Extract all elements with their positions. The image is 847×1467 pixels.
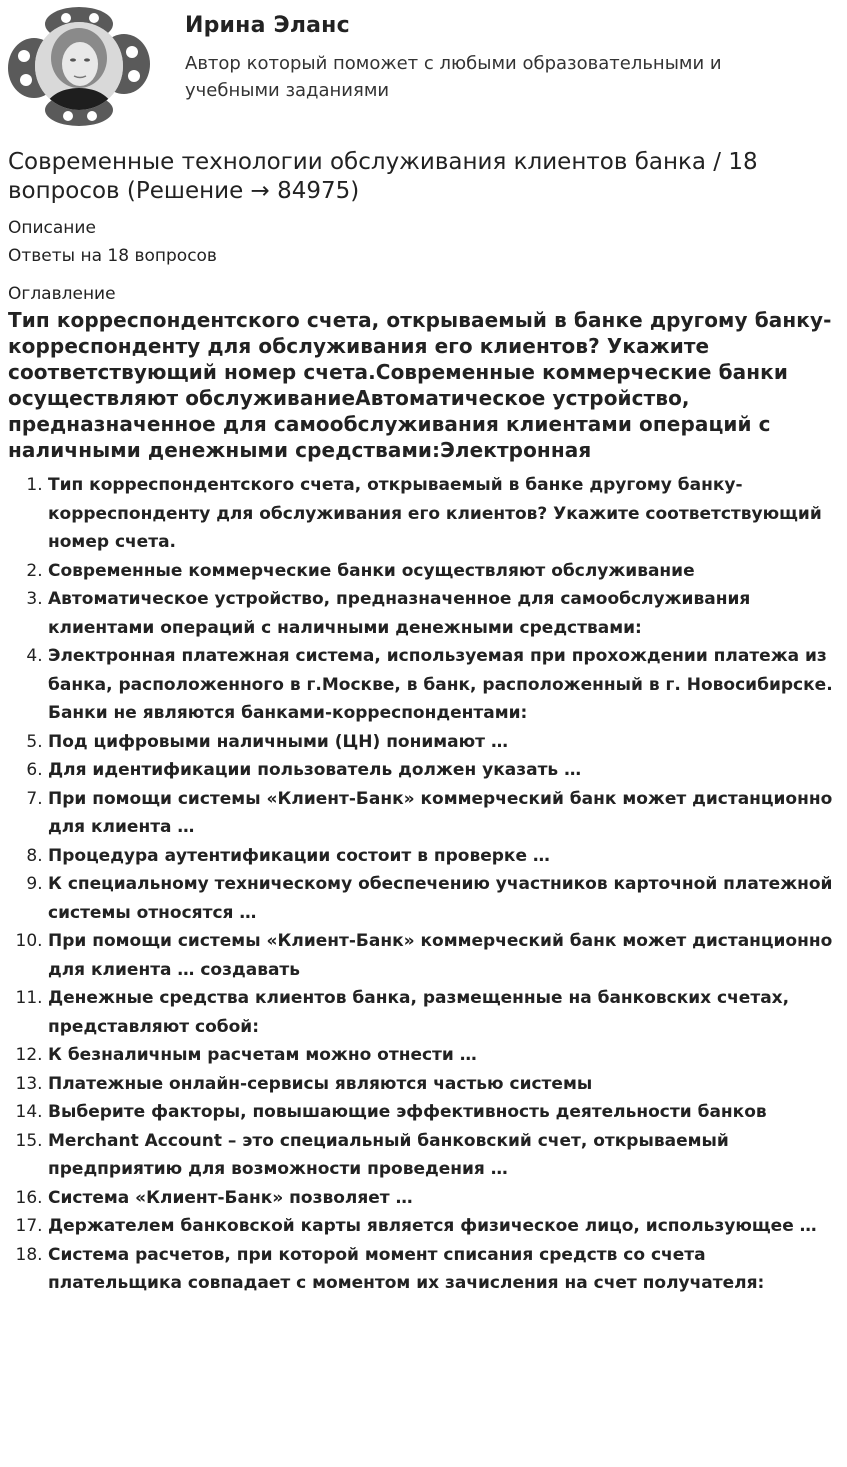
question-item: 7. При помощи системы «Клиент-Банк» коммерческий банк может дистанционно для клиента … xyxy=(48,785,840,842)
question-item: 4. Электронная платежная система, используемая при прохождении платежа из банка, расположенного в г.Москве, в банк, расположенный в г. Новосибирске. Банки не являются банками-корреспондентами: xyxy=(48,642,840,728)
question-item: 18. Система расчетов, при которой момент списания средств со счета плательщика совпадает с моментом их зачисления на счет получателя: xyxy=(48,1241,840,1298)
question-item: 16. Система «Клиент-Банк» позволяет … xyxy=(48,1184,840,1213)
author-description: Автор который поможет с любыми образовательными и учебными заданиями xyxy=(185,53,722,101)
toc-label: Оглавление xyxy=(8,284,116,304)
question-item: 17. Держателем банковской карты является физическое лицо, использующее … xyxy=(48,1212,840,1241)
author-name[interactable]: Ирина Эланс xyxy=(185,13,350,38)
question-item: 15. Merchant Account – это специальный банковский счет, открываемый предприятию для возможности проведения … xyxy=(48,1127,840,1184)
author-avatar[interactable] xyxy=(6,6,152,126)
question-item: 14. Выберите факторы, повышающие эффективность деятельности банков xyxy=(48,1098,840,1127)
questions-list xyxy=(8,471,840,1298)
question-item: 8. Процедура аутентификации состоит в проверке … xyxy=(48,842,840,871)
question-item: 11. Денежные средства клиентов банка, размещенные на банковских счетах, представляют собой: xyxy=(48,984,840,1041)
question-item: 1. Тип корреспондентского счета, открываемый в банке другому банку-корреспонденту для обслуживания его клиентов? Укажите соответствующий номер счета. xyxy=(48,471,840,557)
toc-heading: Тип корреспондентского счета, открываемый в банке другому банку-корреспонденту для обслуживания его клиентов? Укажите соответствующий номер счета.Современные коммерческие банки осуществляют обслуживаниеАвтоматическое устройство, предназначенное для самообслуживания клиентами операций с наличными денежными средствами:Электронная xyxy=(8,308,832,462)
question-item: 2. Современные коммерческие банки осуществляют обслуживание xyxy=(48,557,840,586)
description-text: Ответы на 18 вопросов xyxy=(8,246,217,266)
author-header xyxy=(0,0,847,130)
question-item: 12. К безналичным расчетам можно отнести … xyxy=(48,1041,840,1070)
description-label: Описание xyxy=(8,218,96,238)
question-item: 6. Для идентификации пользователь должен указать … xyxy=(48,756,840,785)
question-item: 13. Платежные онлайн-сервисы являются частью системы xyxy=(48,1070,840,1099)
question-item: 3. Автоматическое устройство, предназначенное для самообслуживания клиентами операций с наличными денежными средствами: xyxy=(48,585,840,642)
question-item: 9. К специальному техническому обеспечению участников карточной платежной системы относятся … xyxy=(48,870,840,927)
question-item: 5. Под цифровыми наличными (ЦН) понимают … xyxy=(48,728,840,757)
document-content xyxy=(8,148,840,1298)
page-title: Современные технологии обслуживания клиентов банка / 18 вопросов (Решение → 84975) xyxy=(8,149,758,204)
question-item: 10. При помощи системы «Клиент-Банк» коммерческий банк может дистанционно для клиента … создавать xyxy=(48,927,840,984)
